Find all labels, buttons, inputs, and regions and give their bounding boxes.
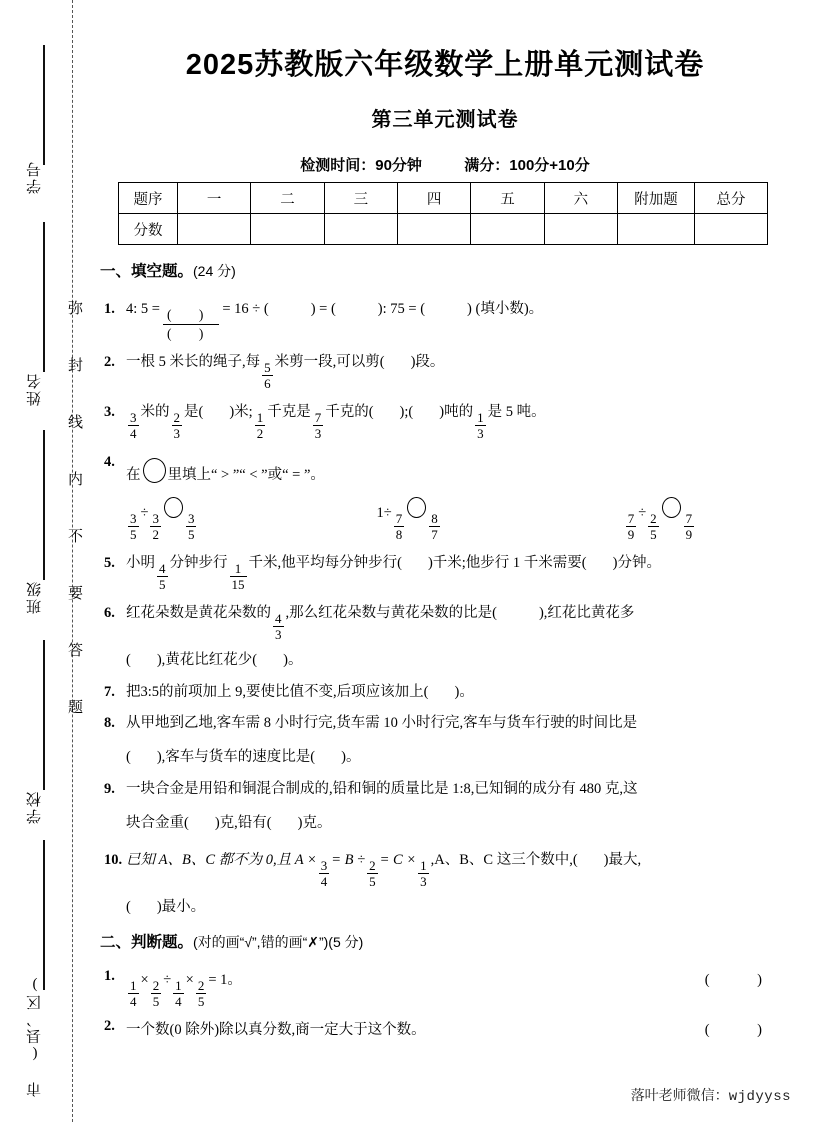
question-5-part-4: )千米;他步行 1 千米需要(	[427, 554, 587, 571]
question-5-part-1: 小明	[126, 554, 155, 571]
section-heading-fill-in	[100, 259, 790, 281]
page-subtitle: 第三单元测试卷	[371, 109, 519, 131]
question-3-part-6: );(	[399, 404, 414, 420]
question-5-part-5: )分钟。	[612, 554, 661, 571]
cmp1-f1-num: 3	[130, 510, 137, 526]
question-5-fraction-2	[230, 562, 247, 591]
question-7	[100, 684, 790, 701]
question-1-part-3: ) = (	[310, 301, 336, 317]
q3-f3-den: 2	[256, 426, 264, 442]
question-1-fraction-numerator[interactable]: ( )	[166, 307, 216, 323]
exam-duration: 检测时间：90分钟	[300, 157, 422, 174]
question-9	[100, 781, 790, 798]
q10-f3-den: 3	[420, 873, 427, 889]
margin-rule-3	[43, 430, 45, 580]
judgment-2-text: 一个数(0 除外)除以真分数,商一定大于这个数。	[126, 1021, 426, 1038]
question-3	[100, 404, 790, 442]
question-6-number: 6.	[104, 604, 115, 621]
q5-f2-den: 15	[231, 576, 245, 592]
question-6-part-2: ,那么红花朵数与黄花朵数的比是(	[285, 604, 497, 621]
margin-field-xingming: 姓名	[27, 372, 43, 406]
question-5-part-3: 千米,他平均每分钟步行(	[248, 554, 402, 571]
question-1-number: 1.	[104, 301, 115, 317]
question-6-line2-a: (	[126, 651, 131, 668]
score-table-col-7: 总分	[695, 183, 768, 214]
judgment-1-fraction-3	[173, 979, 184, 1008]
section-1-points: (24 分)	[193, 263, 236, 279]
cmp2-whole: 1	[376, 504, 384, 521]
question-8	[100, 715, 790, 732]
section-1-title: 一、填空题。	[100, 263, 194, 280]
cmp2-f3-den: 7	[431, 526, 438, 542]
q10-f1-num: 3	[320, 857, 328, 873]
margin-rule-5	[43, 840, 45, 990]
question-10-line2-b: )最小。	[156, 898, 206, 915]
cmp3-f2-den: 5	[650, 526, 657, 542]
q3-f1-num: 3	[130, 410, 137, 426]
question-3-part-7: )吨的	[439, 404, 474, 420]
question-9-line2-c: )克。	[297, 814, 332, 831]
cmp1-f3-den: 5	[187, 526, 195, 542]
q3-f1-den: 4	[130, 426, 137, 442]
question-10-part-1: 已知 A、B、C 都不为 0,且 A ×	[126, 851, 317, 868]
question-5	[100, 554, 790, 592]
question-3-part-2: 是(	[184, 404, 204, 420]
watermark-wechat-id: wjdyyss	[728, 1089, 791, 1105]
cmp1-f2-den: 2	[152, 526, 159, 542]
jq1-f2-num: 2	[152, 977, 160, 993]
question-9-number: 9.	[104, 781, 115, 798]
section-2-title: 二、判断题。	[100, 933, 194, 951]
judgment-1-op-1: ×	[140, 971, 149, 988]
question-6-line-2	[100, 648, 790, 669]
question-10-part-2: = B ÷	[331, 851, 366, 868]
jq1-f3-num: 1	[175, 977, 182, 993]
question-8-part-1: 从甲地到乙地,客车需 8 小时行完,货车需 10 小时行完,客车与货车行驶的时间比是	[126, 715, 638, 732]
question-3-fraction-3	[255, 411, 266, 440]
score-table-col-6: 附加题	[618, 183, 695, 214]
judgment-1-answer-box[interactable]: ( )	[704, 971, 784, 988]
q5-f2-num: 1	[234, 560, 242, 576]
judgment-1-number: 1.	[104, 967, 115, 984]
question-1-part-4: ): 75 = (	[377, 301, 426, 317]
score-table-col-5: 六	[544, 183, 617, 214]
q6-f1-num: 4	[275, 610, 282, 626]
question-4-number: 4.	[104, 454, 115, 470]
cmp3-f1-den: 9	[627, 526, 635, 542]
judgment-2-answer-box[interactable]: ( )	[704, 1021, 784, 1038]
question-6-fraction-1	[273, 612, 284, 641]
question-4-comparisons	[100, 496, 790, 542]
circle-blank-icon[interactable]	[662, 497, 681, 518]
cmp3-f3-num: 7	[685, 510, 693, 526]
question-1-fraction-denominator[interactable]: ( )	[163, 324, 219, 341]
question-2-fraction	[262, 361, 273, 390]
question-1-fraction	[163, 308, 219, 340]
question-10-part-3: = C ×	[379, 851, 417, 868]
question-3-part-8: 是 5 吨。	[487, 404, 546, 420]
exam-total-score: 满分：100分+10分	[464, 157, 590, 174]
score-table	[118, 182, 768, 245]
seal-line-text: 弥封线内不要答题	[66, 300, 82, 756]
comparison-2	[376, 496, 441, 542]
margin-field-xuexiao: 学校	[27, 790, 43, 824]
comparison-3	[624, 496, 696, 542]
judgment-1-op-3: ×	[185, 971, 194, 988]
question-10-number: 10.	[104, 851, 123, 868]
q3-f2-num: 2	[173, 410, 180, 426]
judgment-question-2	[100, 1018, 790, 1039]
question-3-part-1: 米的	[140, 404, 170, 420]
judgment-1-fraction-2	[151, 979, 162, 1008]
judgment-question-1	[100, 967, 790, 1009]
circle-blank-icon[interactable]	[407, 497, 426, 518]
q6-f1-den: 3	[275, 626, 282, 642]
question-5-fraction-1	[157, 562, 168, 591]
question-9-line2-a: 块合金重(	[126, 814, 189, 831]
question-3-part-5: 千克的(	[325, 404, 374, 420]
score-table-row-label-0: 题序	[119, 183, 178, 214]
question-2-part-2: 米剪一段,可以剪(	[274, 354, 385, 370]
q3-f4-num: 7	[314, 410, 322, 426]
score-cell-3[interactable]	[397, 214, 470, 245]
cmp2-f2	[394, 512, 405, 541]
cmp3-f2	[648, 512, 659, 541]
question-10-part-5: )最大,	[603, 851, 642, 868]
question-7-part-2: )。	[454, 683, 474, 700]
jq1-f4-den: 5	[197, 993, 205, 1009]
question-8-line-2	[100, 745, 790, 766]
question-7-part-1: 把3:5的前项加上 9,要使比值不变,后项应该加上(	[126, 683, 429, 700]
question-3-number: 3.	[104, 404, 115, 420]
q3-f2-den: 3	[173, 426, 180, 442]
exam-meta	[100, 154, 790, 175]
exam-content	[100, 0, 790, 1039]
section-heading-judgment	[100, 930, 790, 952]
question-6-part-3: ),红花比黄花多	[538, 604, 635, 621]
score-cell-2[interactable]	[324, 214, 397, 245]
question-3-fraction-5	[475, 411, 486, 440]
question-3-fraction-1	[128, 411, 139, 440]
comparison-1	[126, 496, 198, 542]
cmp1-f2-num: 3	[152, 510, 159, 526]
cmp1-op: ÷	[140, 504, 149, 521]
question-5-part-2: 分钟步行	[169, 554, 228, 571]
jq1-f1-den: 4	[130, 993, 137, 1009]
question-3-part-4: 千克是	[267, 404, 311, 420]
q10-f3-num: 1	[420, 857, 427, 873]
score-cell-0[interactable]	[178, 214, 251, 245]
cmp2-f3	[429, 512, 440, 541]
question-10	[100, 851, 790, 889]
question-7-number: 7.	[104, 683, 115, 700]
judgment-1-tail: = 1。	[208, 971, 242, 988]
question-6-line2-b: ),黄花比红花少(	[156, 651, 258, 668]
question-3-fraction-2	[172, 411, 183, 440]
cmp2-f3-num: 8	[431, 510, 438, 526]
circle-blank-icon[interactable]	[143, 458, 166, 483]
question-4-part-2: 里填上“ > ”“ < ”或“ = ”。	[167, 467, 325, 483]
score-table-col-3: 四	[397, 183, 470, 214]
question-9-line2-b: )克,铅有(	[214, 814, 272, 831]
question-3-part-3: )米;	[229, 404, 253, 420]
question-1-part-2: = 16 ÷ (	[222, 301, 269, 317]
cmp1-f3	[186, 512, 197, 541]
question-9-part-1: 一块合金是用铅和铜混合制成的,铅和铜的质量比是 1:8,已知铜的成分有 480 克,这	[126, 781, 638, 798]
question-10-line-2	[100, 895, 790, 916]
cmp1-f2	[150, 512, 161, 541]
cmp2-f2-num: 7	[395, 510, 403, 526]
cmp3-op: ÷	[638, 504, 647, 521]
question-4	[100, 454, 790, 484]
q3-f4-den: 3	[314, 426, 322, 442]
cmp3-f1	[626, 512, 637, 541]
question-5-number: 5.	[104, 554, 115, 571]
question-6-part-1: 红花朵数是黄花朵数的	[126, 604, 271, 621]
q5-f1-num: 4	[159, 560, 166, 576]
margin-field-xuehao: 学号	[27, 160, 43, 194]
question-2-part-1: 一根 5 米长的绳子,每	[126, 354, 261, 370]
cmp3-f3-den: 9	[685, 526, 693, 542]
question-6	[100, 604, 790, 642]
cmp1-f1-den: 5	[130, 526, 137, 542]
question-8-line2-a: (	[126, 749, 131, 766]
question-10-fraction-1	[319, 859, 330, 888]
question-8-line2-c: )。	[341, 749, 361, 766]
score-table-col-2: 三	[324, 183, 397, 214]
margin-field-banji: 班级	[27, 580, 43, 614]
cmp2-f2-den: 8	[395, 526, 403, 542]
question-3-fraction-4	[313, 411, 324, 440]
margin-rule-2	[43, 222, 45, 372]
judgment-2-number: 2.	[104, 1017, 115, 1034]
jq1-f4-num: 2	[197, 977, 205, 993]
question-10-fraction-2	[367, 859, 378, 888]
question-1-part-5: ) (填小数)。	[467, 301, 544, 317]
score-cell-7[interactable]	[695, 214, 768, 245]
judgment-1-fraction-1	[128, 979, 139, 1008]
score-cell-6[interactable]	[618, 214, 695, 245]
cmp1-f1	[128, 512, 139, 541]
score-table-col-1: 二	[251, 183, 324, 214]
q3-f5-num: 1	[477, 410, 484, 426]
margin-field-shixian: 市 (县、区)	[27, 975, 43, 1097]
cmp3-f3	[684, 512, 695, 541]
q5-f1-den: 5	[159, 576, 166, 592]
q10-f2-num: 2	[369, 857, 376, 873]
score-table-col-0: 一	[178, 183, 251, 214]
question-9-line-2	[100, 811, 790, 832]
question-10-line2-a: (	[126, 898, 131, 915]
jq1-f2-den: 5	[152, 993, 160, 1009]
question-10-part-4: ,A、B、C 这三个数中,(	[430, 851, 578, 868]
footer-watermark	[631, 1085, 791, 1105]
watermark-label: 落叶老师微信：	[630, 1089, 729, 1104]
cmp3-f1-num: 7	[627, 510, 635, 526]
score-cell-5[interactable]	[544, 214, 617, 245]
cmp2-op: ÷	[383, 504, 392, 521]
cmp3-f2-num: 2	[650, 510, 657, 526]
score-table-col-4: 五	[471, 183, 544, 214]
question-6-line2-c: )。	[283, 651, 303, 668]
q10-f1-den: 4	[320, 873, 328, 889]
score-cell-4[interactable]	[471, 214, 544, 245]
circle-blank-icon[interactable]	[164, 497, 183, 518]
q3-f3-num: 1	[256, 410, 264, 426]
table-row-header	[119, 183, 768, 214]
judgment-1-fraction-4	[196, 979, 207, 1008]
table-row-scores	[119, 214, 768, 245]
question-2-part-3: )段。	[410, 354, 445, 370]
judgment-1-op-2: ÷	[163, 971, 172, 988]
cmp1-f3-num: 3	[187, 510, 195, 526]
page-title: 2025苏教版六年级数学上册单元测试卷	[185, 49, 705, 81]
question-1-part-1: 4: 5 =	[126, 301, 160, 317]
q3-f5-den: 3	[477, 426, 484, 442]
score-cell-1[interactable]	[251, 214, 324, 245]
question-2-fraction-denominator: 6	[264, 376, 271, 392]
question-2-fraction-numerator: 5	[264, 360, 271, 376]
question-2	[100, 354, 790, 392]
jq1-f3-den: 4	[175, 993, 182, 1009]
question-2-number: 2.	[104, 354, 115, 370]
section-2-points: (对的画“√”,错的画“✗”)(5 分)	[193, 933, 364, 950]
question-4-part-1: 在	[126, 467, 141, 483]
margin-rule-1	[43, 45, 45, 165]
question-10-fraction-3	[418, 859, 429, 888]
jq1-f1-num: 1	[130, 977, 137, 993]
score-table-row-label-1: 分数	[119, 214, 178, 245]
margin-rule-4	[43, 640, 45, 790]
question-8-number: 8.	[104, 715, 115, 732]
q10-f2-den: 5	[369, 873, 376, 889]
question-8-line2-b: ),客车与货车的速度比是(	[156, 749, 316, 766]
question-1	[100, 301, 790, 341]
